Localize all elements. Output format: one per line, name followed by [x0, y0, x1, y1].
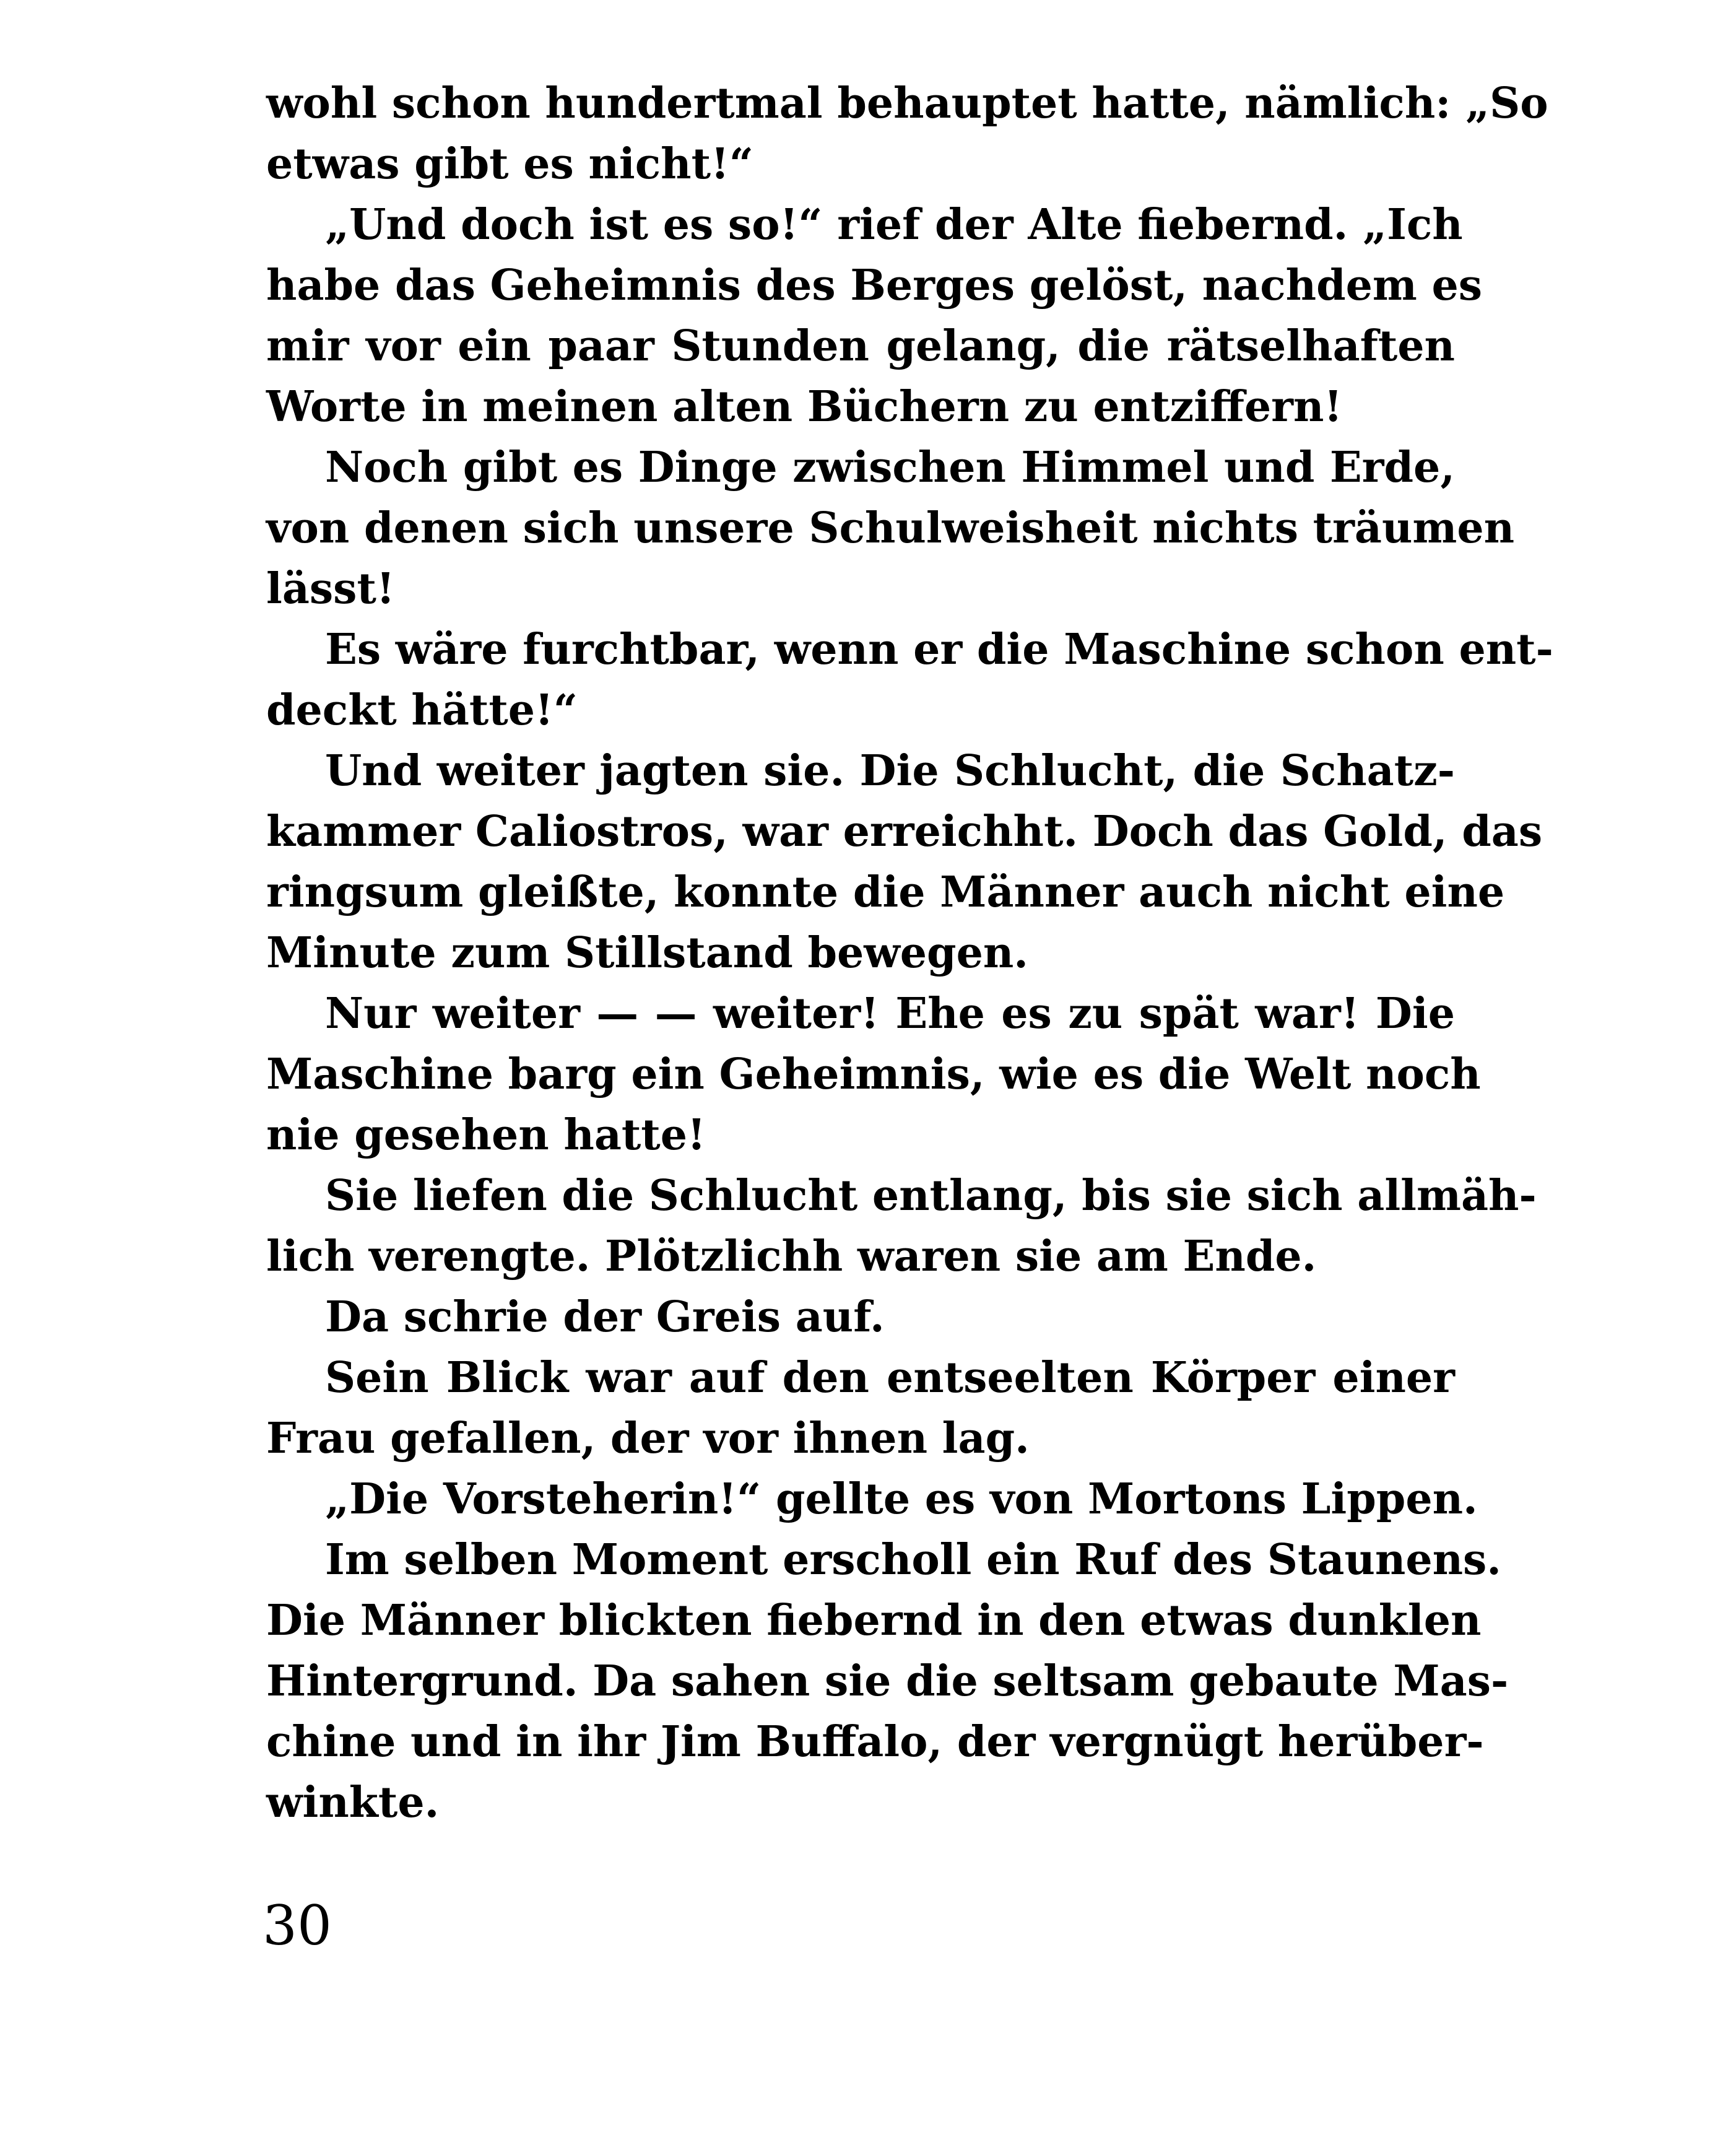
text-line: Hintergrund. Da sahen sie die seltsam gebaute Mas-	[266, 1656, 1509, 1706]
text-line: deckt hätte!“	[266, 685, 578, 735]
text-line: „Die Vorsteherin!“ gellte es von Mortons Lippen.	[325, 1474, 1478, 1524]
text-line: nie gesehen hatte!	[266, 1110, 706, 1160]
text-line: winkte.	[266, 1778, 440, 1827]
text-line: lich verengte. Plötzlichh waren sie am Ende.	[266, 1232, 1317, 1281]
text-line: Und weiter jagten sie. Die Schlucht, die Schatz-	[325, 746, 1455, 796]
text-line: Worte in meinen alten Büchern zu entziffern!	[266, 382, 1343, 432]
text-line: Maschine barg ein Geheimnis, wie es die Welt noch	[266, 1050, 1481, 1099]
text-line: Minute zum Stillstand bewegen.	[266, 928, 1028, 978]
text-line: chine und in ihr Jim Buffalo, der vergnügt herüber-	[266, 1717, 1484, 1767]
text-line: von denen sich unsere Schulweisheit nichts träumen	[266, 503, 1515, 553]
text-line: lässt!	[266, 564, 395, 614]
text-line: Die Männer blickten fiebernd in den etwas dunklen	[266, 1596, 1482, 1645]
text-line: Es wäre furchtbar, wenn er die Maschine schon ent-	[325, 625, 1553, 674]
text-line: habe das Geheimnis des Berges gelöst, nachdem es	[266, 261, 1483, 310]
text-line: mir vor ein paar Stunden gelang, die rätselhaften	[266, 321, 1455, 371]
text-line: Noch gibt es Dinge zwischen Himmel und Erde,	[325, 443, 1455, 492]
text-line: Sein Blick war auf den entseelten Körper einer	[325, 1353, 1455, 1403]
text-line: wohl schon hundertmal behauptet hatte, nämlich: „So	[266, 79, 1548, 128]
text-line: Da schrie der Greis auf.	[325, 1292, 885, 1342]
text-line: Frau gefallen, der vor ihnen lag.	[266, 1414, 1030, 1463]
text-line: Nur weiter — — weiter! Ehe es zu spät war! Die	[325, 989, 1455, 1038]
text-line: ringsum gleißte, konnte die Männer auch nicht eine	[266, 868, 1505, 917]
text-line: Im selben Moment erscholl ein Ruf des Staunens.	[325, 1535, 1501, 1585]
text-line: „Und doch ist es so!“ rief der Alte fiebernd. „Ich	[325, 200, 1463, 250]
text-line: etwas gibt es nicht!“	[266, 139, 753, 189]
text-line: Sie liefen die Schlucht entlang, bis sie sich allmäh-	[325, 1171, 1537, 1221]
page-text	[266, 73, 1553, 1833]
text-line: kammer Caliostros, war erreichht. Doch das Gold, das	[266, 807, 1543, 856]
page-number: 30	[263, 1894, 332, 1957]
